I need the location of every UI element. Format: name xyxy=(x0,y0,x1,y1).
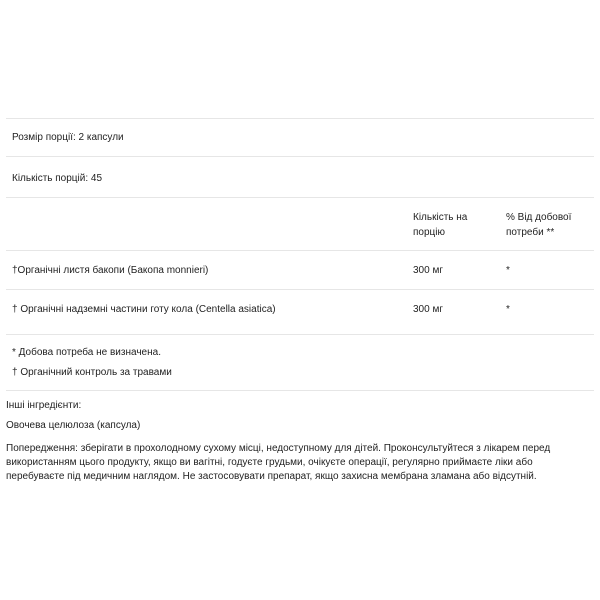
table-row xyxy=(6,250,594,289)
ingredient-daily-value: * xyxy=(506,265,510,276)
serving-size-row xyxy=(6,118,594,156)
ingredient-amount: 300 мг xyxy=(413,265,443,276)
amount-per-serving-header: Кількість на порцію xyxy=(413,212,468,238)
ingredient-name: †Органічні листя бакопи (Бакопа monnieri) xyxy=(12,265,209,276)
ingredient-name: † Органічні надземні частини готу кола (Centella asiatica) xyxy=(12,304,276,315)
ingredient-daily-value: * xyxy=(506,304,510,315)
servings-per-container-row xyxy=(6,156,594,197)
daily-value-header: % Від добової потреби ** xyxy=(506,212,572,238)
footnote-organic: † Органічний контроль за травами xyxy=(12,367,172,378)
ingredient-amount: 300 мг xyxy=(413,304,443,315)
table-bottom-border xyxy=(6,390,594,391)
serving-size: Розмір порції: 2 капсули xyxy=(12,132,124,143)
table-row xyxy=(6,289,594,334)
warning-text: Попередження: зберігати в прохолодному сухому місці, недоступному для дітей. Проконсультуйтеся з лікарем перед використанням цього продукту, якщо ви вагітні, годуєте грудьми, очікуєте операції, регулярно приймаєте ліки або перебуваєте під медичним наглядом. Не застосовувати препарат, якщо захисна мембрана зламана або відсутній. xyxy=(6,443,551,482)
other-ingredients-value: Овочева целюлоза (капсула) xyxy=(6,420,141,431)
other-ingredients-label: Інші інгредієнти: xyxy=(6,400,82,411)
servings-per-container: Кількість порцій: 45 xyxy=(12,173,103,184)
table-header-row xyxy=(6,197,594,250)
footnote-daily-value: * Добова потреба не визначена. xyxy=(12,347,161,358)
footnotes-row xyxy=(6,334,594,390)
